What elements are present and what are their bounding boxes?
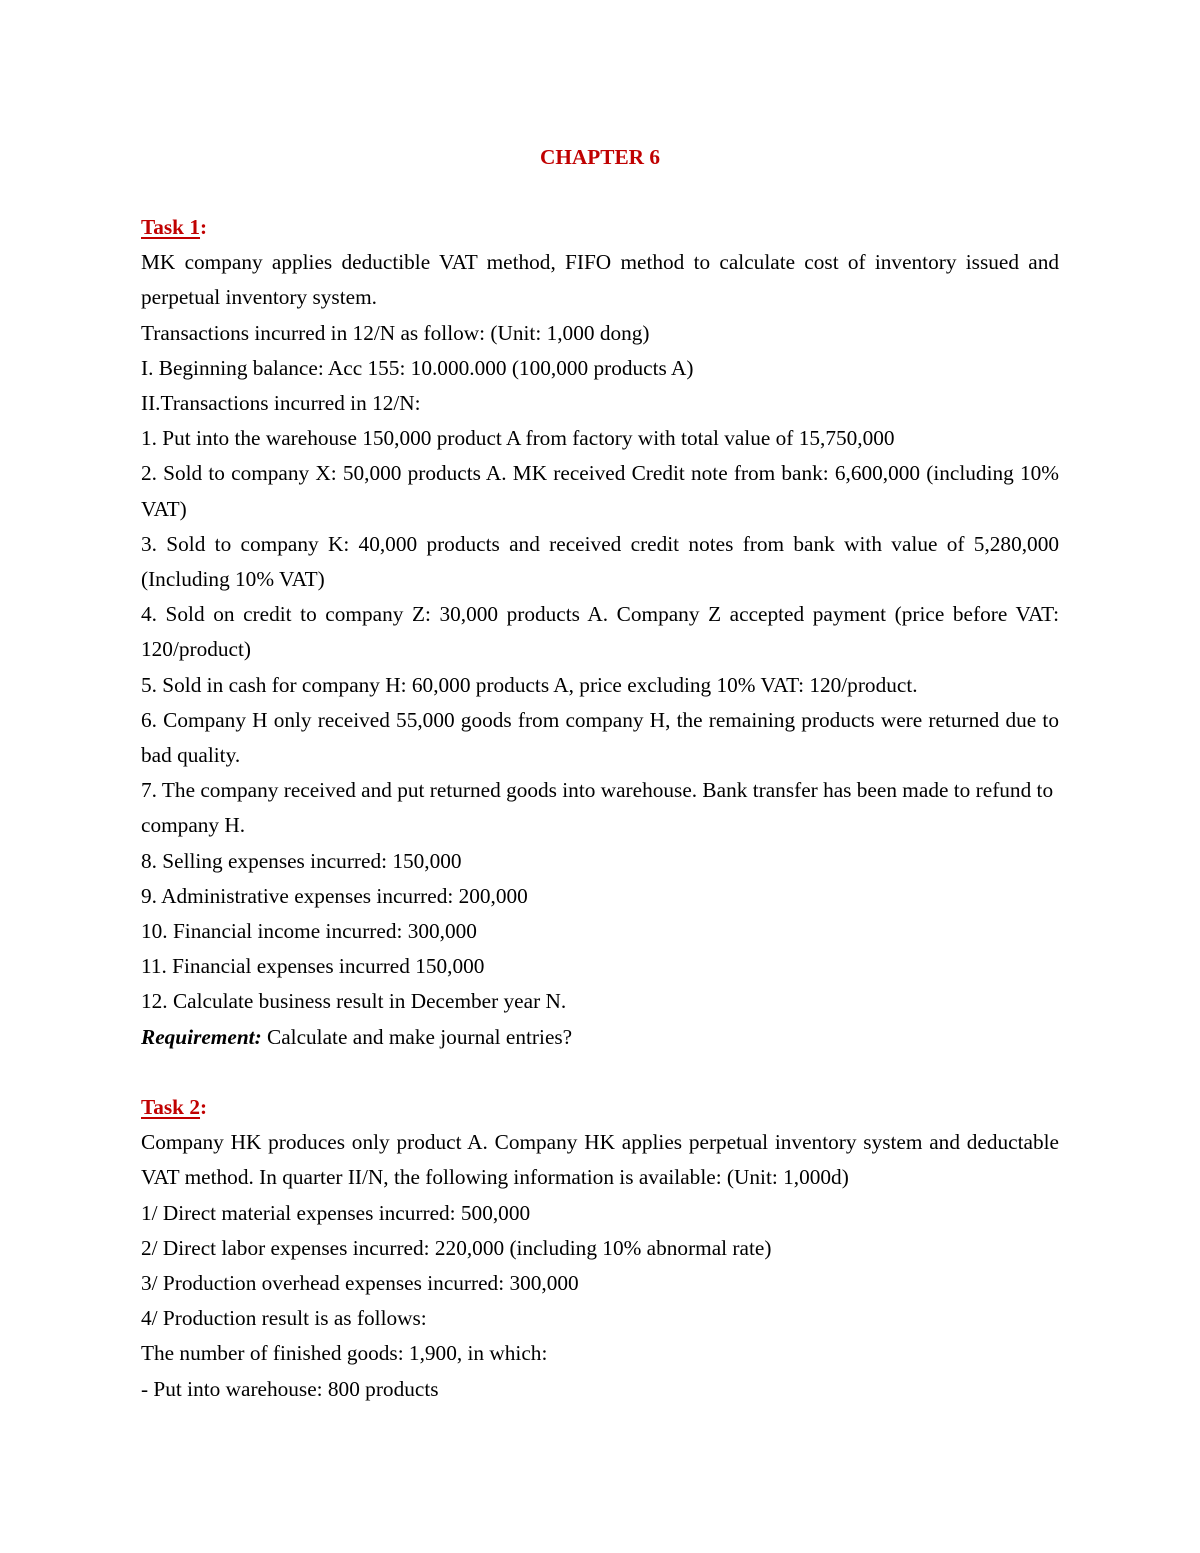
task1-item: 7. The company received and put returned goods into warehouse. Bank transfer has been made to refund to company H. bbox=[141, 778, 1054, 838]
task1-beginning-balance: I. Beginning balance: Acc 155: 10.000.000 (100,000 products A) bbox=[141, 355, 694, 380]
task2-item: 4/ Production result is as follows: bbox=[141, 1306, 427, 1331]
chapter-title: CHAPTER 6 bbox=[539, 145, 661, 169]
task1-heading-colon: : bbox=[200, 215, 208, 239]
task1-item: 12. Calculate business result in December year N. bbox=[141, 989, 567, 1014]
task1-unit-line: Transactions incurred in 12/N as follow: (Unit: 1,000 dong) bbox=[141, 320, 650, 345]
task1-transactions-header: II.Transactions incurred in 12/N: bbox=[141, 391, 421, 416]
task1-item: 2. Sold to company X: 50,000 products A. MK received Credit note from bank: 6,600,000 (including 10% VAT) bbox=[141, 461, 1059, 521]
task1-intro: MK company applies deductible VAT method, FIFO method to calculate cost of inventory issued and perpetual inventory system. bbox=[141, 250, 1059, 310]
task2-heading bbox=[141, 1090, 1059, 1125]
task2-heading-colon: : bbox=[200, 1095, 208, 1120]
task1-item: 4. Sold on credit to company Z: 30,000 products A. Company Z accepted payment (price before VAT: 120/product) bbox=[141, 602, 1059, 662]
task1-item: 1. Put into the warehouse 150,000 product A from factory with total value of 15,750,000 bbox=[141, 426, 895, 451]
task1-item: 6. Company H only received 55,000 goods from company H, the remaining products were returned due to bad quality. bbox=[141, 707, 1059, 768]
task2-item: The number of finished goods: 1,900, in which: bbox=[141, 1341, 548, 1366]
task2-item: 3/ Production overhead expenses incurred: 300,000 bbox=[141, 1271, 579, 1296]
task2-item: - Put into warehouse: 800 products bbox=[141, 1376, 439, 1401]
task1-item: 5. Sold in cash for company H: 60,000 products A, price excluding 10% VAT: 120/product. bbox=[141, 672, 918, 697]
task2-heading-label: Task 2 bbox=[141, 1095, 201, 1120]
requirement-text: Calculate and make journal entries? bbox=[261, 1024, 573, 1049]
task1-item: 3. Sold to company K: 40,000 products and received credit notes from bank with value of 5,280,000 (Including 10% VAT) bbox=[141, 531, 1059, 592]
task2-item: 1/ Direct material expenses incurred: 500,000 bbox=[141, 1200, 531, 1225]
task1-item: 8. Selling expenses incurred: 150,000 bbox=[141, 848, 462, 873]
task1-item: 9. Administrative expenses incurred: 200,000 bbox=[141, 883, 528, 908]
document-content bbox=[141, 140, 1059, 1407]
task2-item: 2/ Direct labor expenses incurred: 220,000 (including 10% abnormal rate) bbox=[141, 1235, 772, 1260]
task1-heading bbox=[141, 210, 1059, 245]
task1-requirement bbox=[141, 1020, 1059, 1055]
requirement-label: Requirement: bbox=[141, 1024, 262, 1049]
task2-intro: Company HK produces only product A. Company HK applies perpetual inventory system and deductable VAT method. In quarter II/N, the following information is available: (Unit: 1,000d) bbox=[141, 1130, 1059, 1190]
task1-item: 10. Financial income incurred: 300,000 bbox=[141, 919, 477, 944]
section-spacer bbox=[141, 1055, 1059, 1090]
task1-heading-label: Task 1 bbox=[141, 215, 201, 239]
task1-item: 11. Financial expenses incurred 150,000 bbox=[141, 954, 485, 979]
